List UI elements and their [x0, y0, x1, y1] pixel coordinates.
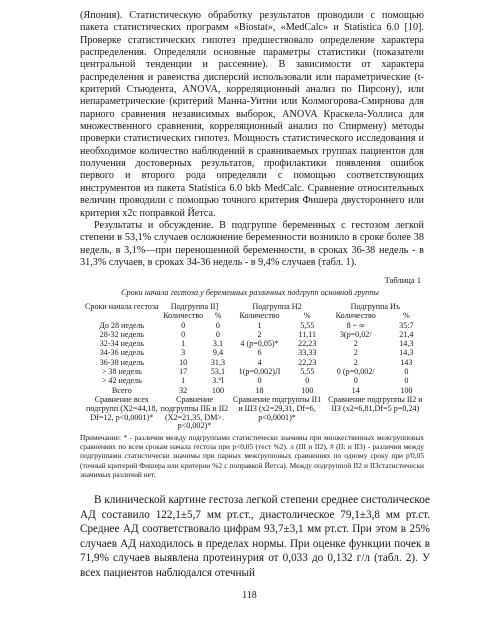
table-label: Таблица 1 — [384, 275, 421, 285]
table-cell: 2 — [353, 357, 358, 367]
table-cell: 3(р=0,02/ — [339, 329, 372, 339]
table-cell: 3 — [181, 348, 186, 358]
page-number: 118 — [242, 590, 257, 601]
results-text: Результаты и обсуждение. В подгруппе беременных с гестозом легкой степени в 53,1% случаев осложнение беременности возникло в сроке более 38 недель, в 3,1%—при переношенной беременности, в сроках 36-38 недель - в 31,3% случаев, в сроках 34-36 недель - в 9,4% случаев (табл. 1). — [80, 219, 424, 268]
table-cell: 18 — [255, 385, 264, 395]
table-cell: > 42 недель — [101, 376, 142, 386]
table-cell: 4 — [257, 357, 262, 367]
table-cell: 21,4 — [399, 329, 414, 339]
table-row — [84, 376, 426, 385]
table-cell: 36-38 недель — [99, 357, 144, 367]
table-row — [84, 358, 426, 367]
table-cell: 11,11 — [298, 329, 317, 339]
table-note: Примечание: * - различия между подгруппами статистически значимы при множественных межгрупповых сравнениях по всем срокам начала гестоза при р<0,05 (тест %2). л (ІІІ и ІІ2), # (ІІ: и ІІЗ) - различия между подгруппами статистически значимы при парных межгрупповых сравнениях по одному сроку при р'0,05 (точный критерий Фишера или критерии %2 с поправкой Йетса). Между подгруппой ІІ2 и ІІЗстатистически значимых различий нет. — [80, 433, 424, 479]
methods-text: (Япония). Статистическую обработку результатов проводили с помощью пакета статистических программ «Biostat», «MedCalc» и Statistica 6.0 [10]. Проверке статистических гипотез предшествовало определение характера распределения. Определяли основные параметры статистики (показатели центральной тенденции и рассеяние). В зависимости от характера распределения и равенства дисперсий использовали или параметрические (t-критерий Стьюдента, ANOVA, корреляционный анализ по Пирсону), или непараметрические (критерий Манна-Уитни или Колмогорова-Смирнова для парного сравнения независимых выборок, ANOVA Краскела-Уоллиса для множественного сравнения, корреляционный анализ по Спирмену) методы проверки статистических гипотез. Мощность статистического исследования и необходимое количество наблюдений в сравниваемых группах пациентов для получения достоверных результатов, профилактики появления ошибок первого и второго рода определяли с помощью соответствующих инструментов из пакета Statistica 6.0 bkb MedCalc. Сравнение относительных величин проводили с помощью точного критерия Фишера двустороннего или критерия х2с поправкой Йетса. — [80, 10, 424, 219]
table-cell: 32 — [179, 385, 188, 395]
table-cell: 4 (р=0,05)* — [240, 339, 279, 349]
table-cell: 1(р=0,002)Л — [238, 367, 281, 377]
table-caption: Сроки начала гестоза у беременных различных подгрупп основной группы — [121, 288, 379, 297]
table-cell: 33,33 — [298, 348, 317, 358]
subheader-count: Количество — [335, 311, 376, 321]
table-cell: 35:7 — [399, 320, 414, 330]
table-cell: 0 — [305, 376, 310, 386]
summary-group2-vs-group3: Сравнение подгруппы ІІ2 и ІІЗ (х2=6,81,Df=5 р=0,24) — [328, 394, 423, 413]
table-row — [84, 330, 426, 339]
table-cell: 14З — [400, 357, 413, 367]
col-header-terms: Сроки начала гестоза — [85, 302, 159, 311]
table-cell: 1 — [181, 339, 186, 349]
summary-group1-vs-group2: Сравнение подгруппы ІІБ и ІІ2 (X2=21,35, DМ>. р<0,002)* — [160, 394, 229, 431]
table-cell: 2 — [353, 339, 358, 349]
table-cell: 0 — [257, 376, 262, 386]
subheader-percent: % — [402, 311, 410, 321]
table-cell: 32-34 недель — [99, 339, 144, 349]
table-cell: 1 — [257, 320, 262, 330]
table-cell: 17 — [179, 367, 188, 377]
table-cell: 2 — [257, 329, 262, 339]
subheader-count: Количество — [239, 311, 280, 321]
table-cell: 3,1 — [212, 339, 224, 349]
table-cell: 0 — [181, 329, 186, 339]
table-cell: 6 — [257, 348, 262, 358]
col-header-group2: Подгруппа Н2 — [252, 302, 302, 311]
table-cell: 5,55 — [300, 320, 315, 330]
table-row — [84, 348, 426, 357]
table-cell: 14 — [351, 385, 360, 395]
subheader-count: Количество — [163, 311, 204, 321]
table-cell: 2 — [353, 348, 358, 358]
summary-all-groups: Сравнение всех подгрупп (X2=44,18, Df=12, р<0,0001)* — [85, 394, 158, 422]
methods-paragraph — [80, 10, 424, 269]
table-cell: 8 ~ ∞ — [346, 320, 365, 330]
table-cell: 22,23 — [298, 339, 317, 349]
subheader-percent: % — [303, 311, 311, 321]
table-cell: 100 — [211, 385, 225, 395]
table-cell: 28-32 недель — [99, 329, 144, 339]
table-cell: 100 — [400, 385, 413, 395]
summary-group1-vs-group3: Сравнение подгруппы ІІ1 и ШЗ (х2=29,31, Df=6, р<0,0001)* — [232, 394, 322, 422]
clinical-paragraph: В клинической картине гестоза легкой степени среднее систолическое АД составило 122,1±5,7 мм рт.ст., диастолическое 79,1±3,8 мм рт.ст. Среднее АД соответствовало цифрам 93,7±3,1 мм рт.ст. При этом в 25% случаев АД находилось в пределах нормы. При оценке функции почек в 71,9% случаев выявлена протеинурия от 0,033 до 0,132 г/л (табл. 2). У всех пациентов наблюдался отечный — [80, 494, 430, 579]
table-cell: 3.°l — [212, 376, 224, 386]
table-cell: > 38 недель — [101, 367, 142, 377]
table-cell: 34-36 недель — [99, 348, 144, 358]
table-cell: 14,3 — [399, 348, 414, 358]
table-cell: 9,4 — [212, 348, 224, 358]
table-row — [84, 367, 426, 376]
table-cell: 100 — [301, 385, 314, 395]
table-cell: 10 — [179, 357, 188, 367]
table-cell: 0 — [404, 367, 409, 377]
table-row — [84, 339, 426, 348]
table-summary-row — [84, 395, 426, 431]
subheader-percent: % — [214, 311, 222, 321]
table-cell: 22,23 — [298, 357, 317, 367]
table-row — [84, 321, 426, 330]
table-header-row — [84, 302, 426, 311]
table-cell: 0 — [215, 320, 220, 330]
table-cell: 14,3 — [399, 339, 414, 349]
gestosis-onset-table — [84, 302, 426, 431]
col-header-group1: Подгруппа ІІ] — [170, 302, 219, 311]
table-cell: 0 — [215, 329, 220, 339]
table-cell: 0 (р=0,002/ — [336, 367, 375, 377]
table-cell: До 28 недель — [99, 320, 145, 330]
table-cell: 0 — [181, 320, 186, 330]
table-cell: Всего — [111, 385, 132, 395]
table-cell: 5,55 — [300, 367, 315, 377]
col-header-group3: Подгруппа Иъ — [350, 302, 401, 311]
table-cell: 0 — [404, 376, 409, 386]
table-cell: 31,3 — [210, 357, 226, 367]
table-subheader-row — [84, 311, 426, 320]
table-row — [84, 386, 426, 395]
table-cell: 53,1 — [210, 367, 226, 377]
table-cell: 0 — [353, 376, 358, 386]
table-cell: 1 — [181, 376, 186, 386]
